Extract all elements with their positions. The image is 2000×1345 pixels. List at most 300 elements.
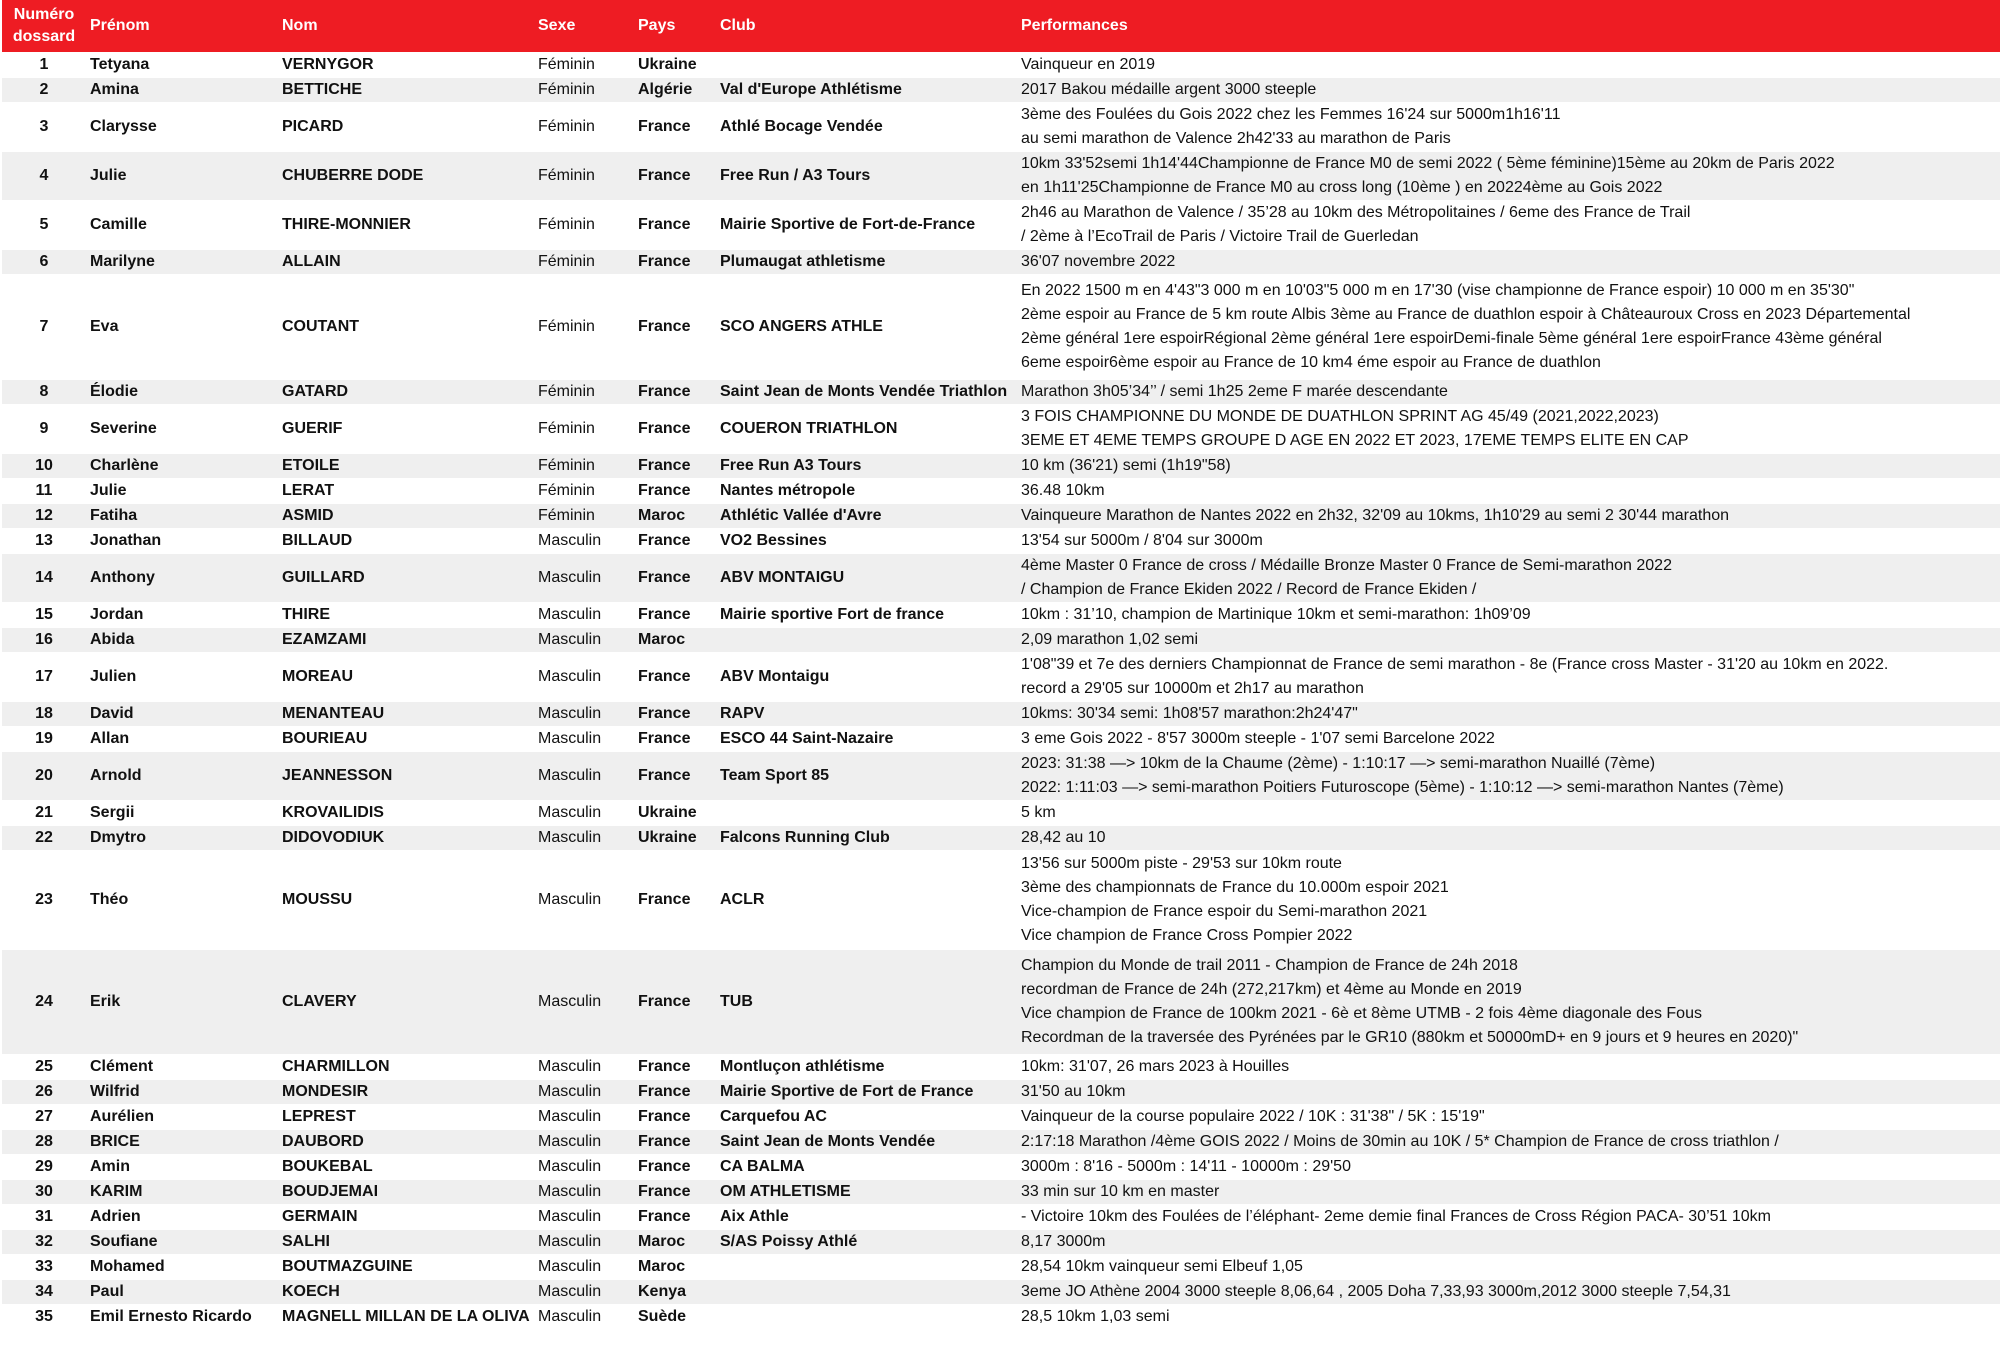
cell-pays: Algérie	[632, 78, 714, 103]
cell-sexe: Masculin	[532, 702, 632, 727]
cell-club	[714, 53, 1015, 78]
cell-numero-dossard: 31	[2, 1205, 86, 1230]
cell-prenom: Clarysse	[86, 103, 276, 152]
cell-pays: France	[632, 250, 714, 275]
cell-pays: France	[632, 1180, 714, 1205]
table-body	[2, 53, 2000, 1330]
header-nom: Nom	[276, 0, 532, 53]
table-row	[2, 78, 2000, 103]
cell-numero-dossard: 26	[2, 1080, 86, 1105]
cell-nom: CHUBERRE DODE	[276, 152, 532, 201]
cell-performances	[1015, 826, 2000, 851]
table-row	[2, 603, 2000, 628]
performance-line: 36'07 novembre 2022	[1021, 253, 1176, 270]
cell-performances	[1015, 1305, 2000, 1330]
performance-line: 3 FOIS CHAMPIONNE DU MONDE DE DUATHLON SPRINT AG 45/49 (2021,2022,2023)	[1021, 408, 1659, 425]
cell-nom: DAUBORD	[276, 1130, 532, 1155]
cell-prenom: Julien	[86, 653, 276, 702]
cell-nom: ALLAIN	[276, 250, 532, 275]
cell-numero-dossard: 9	[2, 405, 86, 454]
cell-club	[714, 628, 1015, 653]
cell-nom: CHARMILLON	[276, 1055, 532, 1080]
header-sexe: Sexe	[532, 0, 632, 53]
cell-sexe: Féminin	[532, 405, 632, 454]
cell-numero-dossard: 6	[2, 250, 86, 275]
cell-pays: France	[632, 275, 714, 380]
performance-line: 1'08"39 et 7e des derniers Championnat de France de semi marathon - 8e (France cross Master - 31'20 au 10km en 2022.	[1021, 656, 1889, 673]
cell-prenom: Théo	[86, 851, 276, 950]
cell-pays: France	[632, 529, 714, 554]
cell-nom: DIDOVODIUK	[276, 826, 532, 851]
performance-line: Vice champion de France de 100km 2021 - 6è et 8ème UTMB - 2 fois 4ème diagonale des Fous	[1021, 1005, 1702, 1022]
cell-numero-dossard: 2	[2, 78, 86, 103]
performance-line: 5 km	[1021, 804, 1056, 821]
cell-numero-dossard: 11	[2, 479, 86, 504]
cell-club	[714, 1255, 1015, 1280]
performance-line: 36.48 10km	[1021, 482, 1105, 499]
cell-sexe: Masculin	[532, 1105, 632, 1130]
cell-sexe: Masculin	[532, 826, 632, 851]
cell-club: Mairie Sportive de Fort-de-France	[714, 201, 1015, 250]
table-row	[2, 53, 2000, 78]
performance-line: au semi marathon de Valence 2h42'33 au marathon de Paris	[1021, 130, 1451, 147]
table-row	[2, 1280, 2000, 1305]
cell-pays: France	[632, 152, 714, 201]
performance-line: 13'54 sur 5000m / 8'04 sur 3000m	[1021, 532, 1263, 549]
cell-numero-dossard: 18	[2, 702, 86, 727]
cell-pays: France	[632, 727, 714, 752]
performance-line: En 2022 1500 m en 4'43"3 000 m en 10'03"5 000 m en 17'30 (vise championne de France espoir) 10 000 m en 35'30"	[1021, 282, 1855, 299]
performance-line: 2022: 1:11:03 —> semi-marathon Poitiers Futuroscope (5ème) - 1:10:12 —> semi-marathon Nantes (7ème)	[1021, 779, 1784, 796]
cell-club: Val d'Europe Athlétisme	[714, 78, 1015, 103]
cell-pays: France	[632, 653, 714, 702]
cell-prenom: David	[86, 702, 276, 727]
cell-club	[714, 1305, 1015, 1330]
cell-pays: France	[632, 454, 714, 479]
table-row	[2, 201, 2000, 250]
cell-prenom: Dmytro	[86, 826, 276, 851]
cell-prenom: Tetyana	[86, 53, 276, 78]
table-row	[2, 727, 2000, 752]
cell-performances	[1015, 1155, 2000, 1180]
table-row	[2, 851, 2000, 950]
cell-performances	[1015, 801, 2000, 826]
cell-sexe: Féminin	[532, 152, 632, 201]
cell-pays: France	[632, 1155, 714, 1180]
cell-club: Athlé Bocage Vendée	[714, 103, 1015, 152]
cell-numero-dossard: 5	[2, 201, 86, 250]
performance-line: Champion du Monde de trail 2011 - Champion de France de 24h 2018	[1021, 957, 1518, 974]
performance-line: 2:17:18 Marathon /4ème GOIS 2022 / Moins de 30min au 10K / 5* Champion de France de cross triathlon /	[1021, 1133, 1779, 1150]
cell-nom: EZAMZAMI	[276, 628, 532, 653]
cell-performances	[1015, 851, 2000, 950]
table-row	[2, 1255, 2000, 1280]
cell-nom: MOREAU	[276, 653, 532, 702]
header-numero-dossard: Numéro dossard	[2, 0, 86, 53]
table-row	[2, 479, 2000, 504]
cell-prenom: KARIM	[86, 1180, 276, 1205]
cell-club: Saint Jean de Monts Vendée Triathlon	[714, 380, 1015, 405]
cell-prenom: Camille	[86, 201, 276, 250]
performance-line: Marathon 3h05’34’’ / semi 1h25 2eme F marée descendante	[1021, 383, 1448, 400]
cell-pays: France	[632, 1055, 714, 1080]
cell-nom: PICARD	[276, 103, 532, 152]
cell-prenom: Severine	[86, 405, 276, 454]
cell-club: Montluçon athlétisme	[714, 1055, 1015, 1080]
cell-club: Plumaugat athletisme	[714, 250, 1015, 275]
performance-line: 3 eme Gois 2022 - 8'57 3000m steeple - 1'07 semi Barcelone 2022	[1021, 730, 1495, 747]
performance-line: 3ème des championnats de France du 10.000m espoir 2021	[1021, 879, 1449, 896]
performance-line: 13'56 sur 5000m piste - 29'53 sur 10km route	[1021, 855, 1342, 872]
cell-nom: KOECH	[276, 1280, 532, 1305]
cell-pays: France	[632, 1080, 714, 1105]
table-row	[2, 1055, 2000, 1080]
performance-line: - Victoire 10km des Foulées de l’éléphant- 2eme demie final Frances de Cross Région PACA- 30’51 10km	[1021, 1208, 1771, 1225]
cell-performances	[1015, 380, 2000, 405]
cell-performances	[1015, 479, 2000, 504]
cell-numero-dossard: 28	[2, 1130, 86, 1155]
cell-nom: CLAVERY	[276, 950, 532, 1055]
performance-line: 28,54 10km vainqueur semi Elbeuf 1,05	[1021, 1258, 1303, 1275]
performance-line: 3ème des Foulées du Gois 2022 chez les Femmes 16'24 sur 5000m1h16'11	[1021, 106, 1561, 123]
cell-prenom: Aurélien	[86, 1105, 276, 1130]
table-row	[2, 1205, 2000, 1230]
performance-line: 33 min sur 10 km en master	[1021, 1183, 1220, 1200]
cell-performances	[1015, 454, 2000, 479]
cell-pays: France	[632, 1130, 714, 1155]
cell-sexe: Féminin	[532, 454, 632, 479]
performance-line: 2ème général 1ere espoirRégional 2ème général 1ere espoirDemi-finale 5ème général 1ere espoirFrance 43ème général	[1021, 330, 1882, 347]
cell-club: ABV Montaigu	[714, 653, 1015, 702]
table-row	[2, 529, 2000, 554]
cell-club	[714, 801, 1015, 826]
performance-line: 28,5 10km 1,03 semi	[1021, 1308, 1170, 1325]
cell-prenom: Jordan	[86, 603, 276, 628]
cell-sexe: Masculin	[532, 653, 632, 702]
performance-line: Vainqueur de la course populaire 2022 / 10K : 31'38" / 5K : 15'19"	[1021, 1108, 1485, 1125]
cell-club: Mairie Sportive de Fort de France	[714, 1080, 1015, 1105]
cell-performances	[1015, 152, 2000, 201]
table-row	[2, 1230, 2000, 1255]
performance-line: / 2ème à l’EcoTrail de Paris / Victoire Trail de Guerledan	[1021, 228, 1419, 245]
cell-numero-dossard: 14	[2, 554, 86, 603]
table-row	[2, 380, 2000, 405]
cell-club: Saint Jean de Monts Vendée	[714, 1130, 1015, 1155]
cell-pays: France	[632, 201, 714, 250]
cell-sexe: Féminin	[532, 78, 632, 103]
cell-performances	[1015, 1230, 2000, 1255]
cell-prenom: Amin	[86, 1155, 276, 1180]
table-row	[2, 250, 2000, 275]
cell-pays: France	[632, 405, 714, 454]
cell-club: Aix Athle	[714, 1205, 1015, 1230]
cell-performances	[1015, 702, 2000, 727]
cell-performances	[1015, 653, 2000, 702]
table-row	[2, 1180, 2000, 1205]
cell-pays: Maroc	[632, 504, 714, 529]
cell-numero-dossard: 24	[2, 950, 86, 1055]
cell-performances	[1015, 1205, 2000, 1230]
cell-sexe: Masculin	[532, 1255, 632, 1280]
cell-prenom: Marilyne	[86, 250, 276, 275]
cell-numero-dossard: 19	[2, 727, 86, 752]
cell-prenom: Mohamed	[86, 1255, 276, 1280]
cell-prenom: Paul	[86, 1280, 276, 1305]
cell-nom: GUILLARD	[276, 554, 532, 603]
cell-prenom: Clément	[86, 1055, 276, 1080]
cell-performances	[1015, 1180, 2000, 1205]
cell-club: ACLR	[714, 851, 1015, 950]
cell-performances	[1015, 250, 2000, 275]
cell-sexe: Masculin	[532, 1080, 632, 1105]
cell-pays: France	[632, 1105, 714, 1130]
table-row	[2, 1080, 2000, 1105]
cell-nom: MAGNELL MILLAN DE LA OLIVA	[276, 1305, 532, 1330]
cell-nom: THIRE-MONNIER	[276, 201, 532, 250]
performance-line: 6eme espoir6ème espoir au France de 10 km4 éme espoir au France de duathlon	[1021, 354, 1601, 371]
cell-nom: GUERIF	[276, 405, 532, 454]
cell-club: Team Sport 85	[714, 752, 1015, 801]
cell-prenom: Emil Ernesto Ricardo	[86, 1305, 276, 1330]
cell-numero-dossard: 30	[2, 1180, 86, 1205]
cell-prenom: Eva	[86, 275, 276, 380]
cell-numero-dossard: 10	[2, 454, 86, 479]
cell-performances	[1015, 1080, 2000, 1105]
header-club: Club	[714, 0, 1015, 53]
cell-club: S/AS Poissy Athlé	[714, 1230, 1015, 1255]
cell-sexe: Masculin	[532, 1055, 632, 1080]
cell-prenom: Élodie	[86, 380, 276, 405]
cell-club: Free Run / A3 Tours	[714, 152, 1015, 201]
cell-numero-dossard: 1	[2, 53, 86, 78]
cell-numero-dossard: 8	[2, 380, 86, 405]
cell-pays: Suède	[632, 1305, 714, 1330]
cell-performances	[1015, 1255, 2000, 1280]
cell-performances	[1015, 1055, 2000, 1080]
cell-performances	[1015, 103, 2000, 152]
cell-club: CA BALMA	[714, 1155, 1015, 1180]
cell-numero-dossard: 17	[2, 653, 86, 702]
cell-nom: ETOILE	[276, 454, 532, 479]
cell-sexe: Masculin	[532, 1305, 632, 1330]
cell-pays: France	[632, 851, 714, 950]
cell-prenom: Soufiane	[86, 1230, 276, 1255]
cell-pays: France	[632, 103, 714, 152]
cell-pays: Ukraine	[632, 801, 714, 826]
performance-line: record a 29'05 sur 10000m et 2h17 au marathon	[1021, 680, 1364, 697]
cell-prenom: Allan	[86, 727, 276, 752]
cell-sexe: Masculin	[532, 1230, 632, 1255]
cell-numero-dossard: 32	[2, 1230, 86, 1255]
cell-pays: Maroc	[632, 1230, 714, 1255]
cell-nom: LEPREST	[276, 1105, 532, 1130]
cell-performances	[1015, 504, 2000, 529]
performance-line: 10 km (36'21) semi (1h19"58)	[1021, 457, 1231, 474]
cell-numero-dossard: 33	[2, 1255, 86, 1280]
cell-club: Nantes métropole	[714, 479, 1015, 504]
cell-sexe: Masculin	[532, 603, 632, 628]
cell-nom: ASMID	[276, 504, 532, 529]
cell-sexe: Masculin	[532, 554, 632, 603]
cell-nom: SALHI	[276, 1230, 532, 1255]
performance-line: Vainqueure Marathon de Nantes 2022 en 2h32, 32'09 au 10kms, 1h10'29 au semi 2 30'44 marathon	[1021, 507, 1730, 524]
table-row	[2, 1105, 2000, 1130]
cell-club	[714, 1280, 1015, 1305]
cell-nom: BOUDJEMAI	[276, 1180, 532, 1205]
cell-prenom: Charlène	[86, 454, 276, 479]
cell-numero-dossard: 20	[2, 752, 86, 801]
cell-numero-dossard: 3	[2, 103, 86, 152]
cell-numero-dossard: 23	[2, 851, 86, 950]
cell-nom: MOUSSU	[276, 851, 532, 950]
cell-performances	[1015, 529, 2000, 554]
cell-sexe: Féminin	[532, 53, 632, 78]
performance-line: 10km: 31'07, 26 mars 2023 à Houilles	[1021, 1058, 1290, 1075]
performance-line: 2023: 31:38 —> 10km de la Chaume (2ème) - 1:10:17 —> semi-marathon Nuaillé (7ème)	[1021, 755, 1656, 772]
cell-performances	[1015, 628, 2000, 653]
cell-performances	[1015, 275, 2000, 380]
cell-sexe: Masculin	[532, 752, 632, 801]
cell-numero-dossard: 21	[2, 801, 86, 826]
cell-club: Mairie sportive Fort de france	[714, 603, 1015, 628]
performance-line: 8,17 3000m	[1021, 1233, 1106, 1250]
cell-sexe: Masculin	[532, 1155, 632, 1180]
cell-club: Falcons Running Club	[714, 826, 1015, 851]
cell-sexe: Masculin	[532, 950, 632, 1055]
cell-nom: BOUTMAZGUINE	[276, 1255, 532, 1280]
performance-line: 4ème Master 0 France de cross / Médaille Bronze Master 0 France de Semi-marathon 2022	[1021, 557, 1672, 574]
cell-sexe: Masculin	[532, 1130, 632, 1155]
cell-sexe: Féminin	[532, 275, 632, 380]
cell-performances	[1015, 1130, 2000, 1155]
cell-pays: France	[632, 1205, 714, 1230]
performance-line: 2017 Bakou médaille argent 3000 steeple	[1021, 81, 1317, 98]
cell-prenom: Amina	[86, 78, 276, 103]
table-row	[2, 152, 2000, 201]
cell-club: ESCO 44 Saint-Nazaire	[714, 727, 1015, 752]
cell-sexe: Masculin	[532, 628, 632, 653]
table-row	[2, 752, 2000, 801]
header-performances: Performances	[1015, 0, 2000, 53]
cell-prenom: Sergii	[86, 801, 276, 826]
cell-pays: Ukraine	[632, 53, 714, 78]
cell-pays: Ukraine	[632, 826, 714, 851]
cell-numero-dossard: 29	[2, 1155, 86, 1180]
cell-pays: France	[632, 380, 714, 405]
cell-prenom: Julie	[86, 479, 276, 504]
cell-pays: France	[632, 603, 714, 628]
cell-numero-dossard: 27	[2, 1105, 86, 1130]
cell-club: Free Run A3 Tours	[714, 454, 1015, 479]
table-row	[2, 628, 2000, 653]
table-row	[2, 801, 2000, 826]
cell-pays: France	[632, 950, 714, 1055]
cell-prenom: Arnold	[86, 752, 276, 801]
performance-line: Vice-champion de France espoir du Semi-marathon 2021	[1021, 903, 1428, 920]
cell-numero-dossard: 4	[2, 152, 86, 201]
cell-club: SCO ANGERS ATHLE	[714, 275, 1015, 380]
table-row	[2, 554, 2000, 603]
cell-nom: LERAT	[276, 479, 532, 504]
performance-line: 31'50 au 10km	[1021, 1083, 1126, 1100]
cell-club: COUERON TRIATHLON	[714, 405, 1015, 454]
cell-prenom: Erik	[86, 950, 276, 1055]
performance-line: recordman de France de 24h (272,217km) et 4ème au Monde en 2019	[1021, 981, 1522, 998]
performance-line: 10km 33'52semi 1h14'44Championne de France M0 de semi 2022 ( 5ème féminine)15ème au 20km de Paris 2022	[1021, 155, 1835, 172]
table-row	[2, 504, 2000, 529]
cell-numero-dossard: 25	[2, 1055, 86, 1080]
cell-sexe: Féminin	[532, 380, 632, 405]
cell-prenom: Adrien	[86, 1205, 276, 1230]
cell-performances	[1015, 603, 2000, 628]
cell-pays: France	[632, 479, 714, 504]
table-row	[2, 826, 2000, 851]
cell-sexe: Féminin	[532, 201, 632, 250]
cell-prenom: BRICE	[86, 1130, 276, 1155]
cell-pays: France	[632, 554, 714, 603]
cell-sexe: Masculin	[532, 801, 632, 826]
performance-line: 2h46 au Marathon de Valence / 35’28 au 10km des Métropolitaines / 6eme des France de Trail	[1021, 204, 1691, 221]
cell-numero-dossard: 22	[2, 826, 86, 851]
cell-performances	[1015, 405, 2000, 454]
cell-sexe: Masculin	[532, 851, 632, 950]
cell-nom: KROVAILIDIS	[276, 801, 532, 826]
performance-line: Vainqueur en 2019	[1021, 56, 1156, 73]
cell-numero-dossard: 16	[2, 628, 86, 653]
cell-performances	[1015, 1280, 2000, 1305]
performance-line: 10km : 31’10, champion de Martinique 10km et semi-marathon: 1h09’09	[1021, 606, 1531, 623]
performance-line: 28,42 au 10	[1021, 829, 1106, 846]
cell-club: Athlétic Vallée d'Avre	[714, 504, 1015, 529]
cell-pays: Maroc	[632, 1255, 714, 1280]
performance-line: Vice champion de France Cross Pompier 2022	[1021, 927, 1353, 944]
cell-performances	[1015, 554, 2000, 603]
cell-club: VO2 Bessines	[714, 529, 1015, 554]
cell-nom: BOURIEAU	[276, 727, 532, 752]
runners-table	[2, 0, 2000, 1329]
cell-club: ABV MONTAIGU	[714, 554, 1015, 603]
cell-nom: JEANNESSON	[276, 752, 532, 801]
cell-numero-dossard: 35	[2, 1305, 86, 1330]
cell-nom: VERNYGOR	[276, 53, 532, 78]
cell-nom: MENANTEAU	[276, 702, 532, 727]
cell-performances	[1015, 950, 2000, 1055]
cell-prenom: Abida	[86, 628, 276, 653]
performance-line: 10kms: 30'34 semi: 1h08'57 marathon:2h24'47"	[1021, 705, 1358, 722]
table-row	[2, 1130, 2000, 1155]
cell-numero-dossard: 7	[2, 275, 86, 380]
performance-line: 2,09 marathon 1,02 semi	[1021, 631, 1198, 648]
table-row	[2, 1155, 2000, 1180]
cell-nom: BOUKEBAL	[276, 1155, 532, 1180]
cell-numero-dossard: 15	[2, 603, 86, 628]
cell-sexe: Féminin	[532, 103, 632, 152]
cell-sexe: Masculin	[532, 1180, 632, 1205]
cell-nom: MONDESIR	[276, 1080, 532, 1105]
cell-nom: GATARD	[276, 380, 532, 405]
cell-sexe: Masculin	[532, 1205, 632, 1230]
header-pays: Pays	[632, 0, 714, 53]
cell-prenom: Anthony	[86, 554, 276, 603]
table-header	[2, 0, 2000, 53]
cell-sexe: Féminin	[532, 504, 632, 529]
table-row	[2, 702, 2000, 727]
cell-club: OM ATHLETISME	[714, 1180, 1015, 1205]
cell-nom: THIRE	[276, 603, 532, 628]
cell-pays: Maroc	[632, 628, 714, 653]
table-row	[2, 103, 2000, 152]
cell-nom: BILLAUD	[276, 529, 532, 554]
